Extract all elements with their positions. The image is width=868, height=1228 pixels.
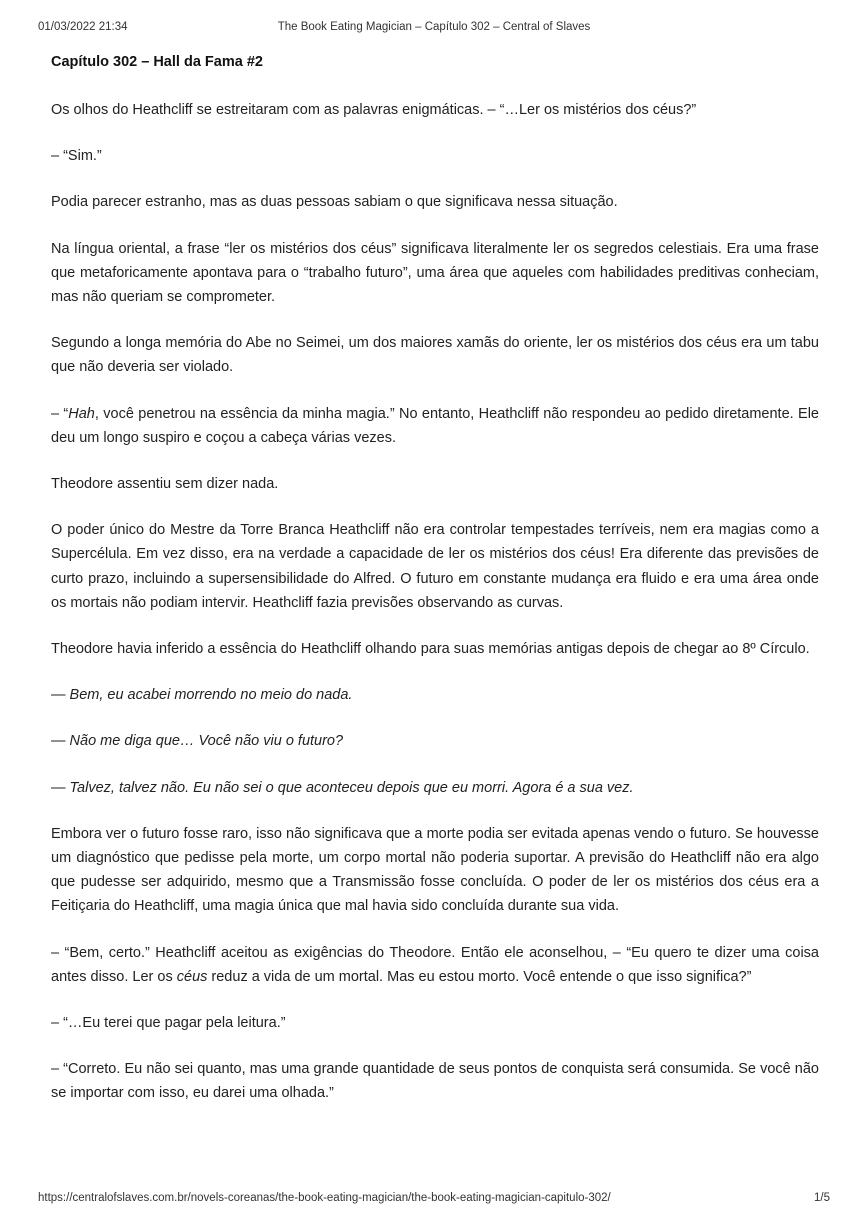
text-segment: – “Sim.”: [51, 148, 102, 165]
text-segment: O poder único do Mestre da Torre Branca Heathcliff não era controlar tempestades terríveis, nem era magias como a Supercélula. Em vez disso, era na verdade a capacidade de ler os mistérios dos céus! Era diferente das previsões de curto prazo, incluindo a supersensibilidade do Alfred. O futuro em constante mudança era fluido e era uma área onde os mortais não podiam intervir. Heathcliff fazia previsões observando as curvas.: [51, 522, 819, 611]
text-segment: —: [51, 733, 70, 750]
paragraph: [51, 190, 819, 214]
page-number: 1/5: [814, 1192, 830, 1204]
paragraph: [51, 822, 819, 919]
text-segment: – “Bem, certo.” Heathcliff aceitou as exigências do Theodore. Então ele aconselhou, – “Eu quero te dizer uma coisa antes disso. Ler os: [51, 944, 819, 985]
article-content: [51, 52, 819, 1128]
italic-text: Não me diga que… Você não viu o futuro?: [69, 733, 344, 750]
paragraph: [51, 518, 819, 615]
paragraph: [51, 144, 819, 168]
paragraph: [51, 331, 819, 379]
text-segment: Na língua oriental, a frase “ler os mistérios dos céus” significava literalmente ler os segredos celestiais. Era uma frase que metaforicamente apontava para o “trabalho futuro”, uma área que aqueles com habilidades preditivas conheciam, mas não queriam se comprometer.: [51, 240, 819, 306]
italic-text: céus: [176, 968, 208, 985]
paragraph: [51, 637, 819, 661]
paragraph: [51, 941, 819, 989]
paragraph: [51, 1057, 819, 1105]
print-header: [0, 21, 868, 35]
text-segment: – “: [51, 405, 69, 422]
text-segment: , você penetrou na essência da minha magia.” No entanto, Heathcliff não respondeu ao pedido diretamente. Ele deu um longo suspiro e coçou a cabeça várias vezes.: [51, 405, 819, 446]
text-segment: —: [51, 687, 70, 704]
print-footer: [0, 1192, 868, 1206]
text-segment: —: [51, 779, 70, 796]
text-segment: Theodore havia inferido a essência do Heathcliff olhando para suas memórias antigas depois de chegar ao 8º Círculo.: [51, 641, 810, 658]
print-date: 01/03/2022 21:34: [38, 21, 128, 33]
paragraph: [51, 1011, 819, 1035]
italic-text: Hah: [68, 405, 95, 422]
page-url: https://centralofslaves.com.br/novels-coreanas/the-book-eating-magician/the-book-eating-magician-capitulo-302/: [38, 1192, 611, 1204]
text-segment: Os olhos do Heathcliff se estreitaram com as palavras enigmáticas. – “…Ler os mistérios dos céus?”: [51, 102, 697, 118]
print-page-title: The Book Eating Magician – Capítulo 302 – Central of Slaves: [277, 21, 591, 33]
text-segment: – “Correto. Eu não sei quanto, mas uma grande quantidade de seus pontos de conquista será consumida. Se você não se importar com isso, eu darei uma olhada.”: [51, 1061, 819, 1102]
paragraph: [51, 683, 819, 707]
text-segment: Segundo a longa memória do Abe no Seimei, um dos maiores xamãs do oriente, ler os mistérios dos céus era um tabu que não deveria ser violado.: [51, 335, 819, 376]
italic-text: Talvez, talvez não. Eu não sei o que aconteceu depois que eu morri. Agora é a sua vez.: [69, 779, 634, 796]
text-segment: Theodore assentiu sem dizer nada.: [51, 476, 279, 493]
paragraph: [51, 729, 819, 753]
italic-text: Bem, eu acabei morrendo no meio do nada.: [69, 687, 353, 704]
paragraph: [51, 472, 819, 496]
text-segment: Embora ver o futuro fosse raro, isso não significava que a morte podia ser evitada apenas vendo o futuro. Se houvesse um diagnóstico que pedisse pela morte, um corpo mortal não poderia suportar. A previsão do Heathcliff não era algo que pudesse ser adquirido, mesmo que a Transmissão fosse concluída. O poder de ler os mistérios dos céus era a Feitiçaria do Heathcliff, uma magia única que mal havia sido concluída durante sua vida.: [51, 825, 819, 915]
paragraph: [51, 776, 819, 800]
text-segment: – “…Eu terei que pagar pela leitura.”: [51, 1015, 286, 1032]
chapter-title: Capítulo 302 – Hall da Fama #2: [51, 54, 263, 70]
paragraph: [51, 402, 819, 450]
text-segment: reduz a vida de um mortal. Mas eu estou morto. Você entende o que isso significa?”: [207, 968, 752, 985]
paragraph: [51, 98, 819, 122]
text-segment: Podia parecer estranho, mas as duas pessoas sabiam o que significava nessa situação.: [51, 194, 618, 211]
article-body: [51, 98, 819, 1106]
paragraph: [51, 237, 819, 310]
